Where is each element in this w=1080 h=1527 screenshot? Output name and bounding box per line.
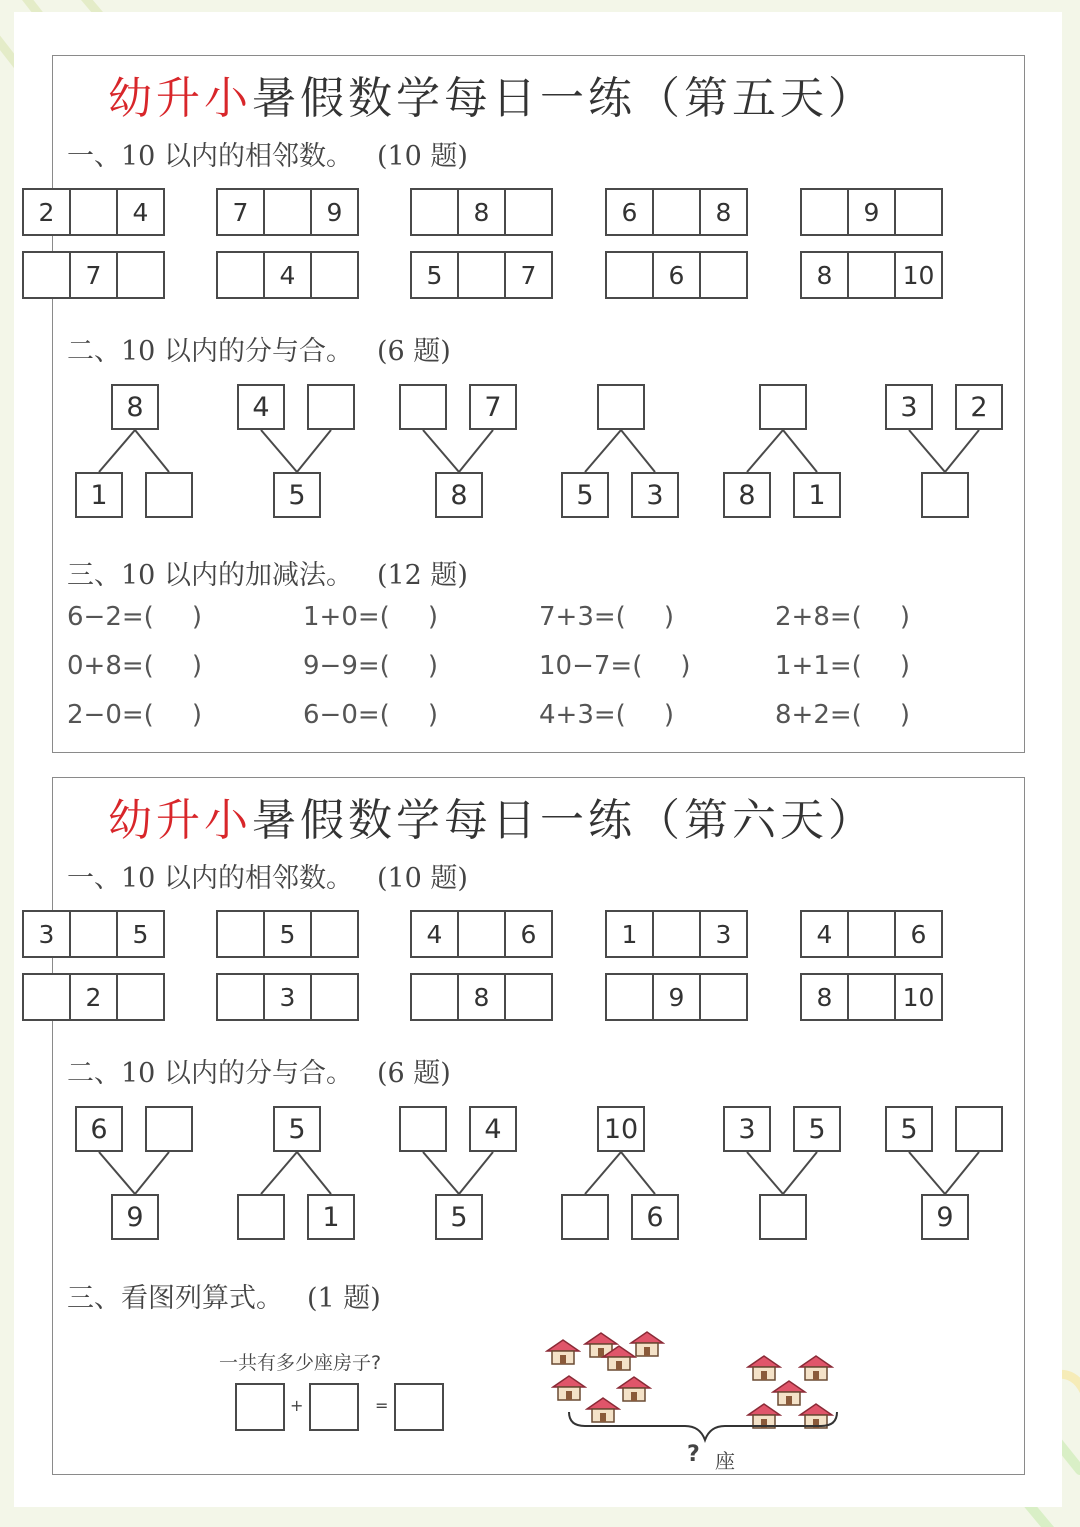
equation [775,602,910,632]
bond-line [747,1152,783,1194]
bond-line [747,430,783,472]
bond-number-box: 8 [111,384,159,430]
neighbor-strip [410,251,553,299]
answer-cell[interactable] [652,188,701,236]
equation [539,651,691,681]
equation-close-paren: ) [191,651,202,681]
answer-cell[interactable] [800,188,849,236]
answer-cell[interactable] [457,251,506,299]
bond-line [621,430,655,472]
house-icon [545,1338,581,1370]
neighbor-strip [605,251,748,299]
neighbor-strip [216,251,359,299]
answer-cell[interactable] [652,910,701,958]
equation-expression: 4+3=( [539,700,626,730]
neighbor-strip [22,910,165,958]
bond-line [621,1152,655,1194]
answer-cell[interactable] [847,251,896,299]
bond-answer-box[interactable] [921,472,969,518]
neighbor-strip [800,973,943,1021]
day6-section1-heading [67,856,468,895]
given-number-cell: 5 [410,251,459,299]
equation-close-paren: ) [899,700,910,730]
equation-expression: 7+3=( [539,602,626,632]
answer-cell[interactable] [699,251,748,299]
given-number-cell: 8 [699,188,748,236]
unit-label: 座 [715,1449,735,1473]
given-number-cell: 8 [800,973,849,1021]
given-number-cell: 4 [800,910,849,958]
neighbor-strip [216,188,359,236]
neighbor-strip [800,910,943,958]
day6-title-highlight: 幼升小 [108,795,252,846]
equation-close-paren: ) [191,700,202,730]
bond-answer-box[interactable] [759,384,807,430]
bond-line [261,430,297,472]
bond-number-box: 9 [921,1194,969,1240]
bond-line [459,430,493,472]
neighbor-strip [800,188,943,236]
bond-answer-box[interactable] [759,1194,807,1240]
bond-line [99,1152,135,1194]
equation-expression: 6−0=( [303,700,390,730]
given-number-cell: 8 [457,188,506,236]
given-number-cell: 3 [22,910,71,958]
day6-section1-label: 一、10 以内的相邻数。 [67,863,353,894]
given-number-cell: 3 [263,973,312,1021]
equation [303,700,438,730]
answer-cell[interactable] [216,910,265,958]
neighbor-strip [216,973,359,1021]
number-bond [70,1106,200,1246]
equation [539,602,674,632]
neighbor-strip [216,910,359,958]
house-icon [629,1330,665,1362]
bond-answer-box[interactable] [145,1106,193,1152]
bond-number-box: 3 [631,472,679,518]
bond-line [99,430,135,472]
equation-expression: 8+2=( [775,700,862,730]
bond-number-box: 7 [469,384,517,430]
given-number-cell: 7 [69,251,118,299]
house-icon [551,1374,587,1406]
bond-answer-box[interactable] [237,1194,285,1240]
answer-box-addend1[interactable] [235,1383,285,1431]
given-number-cell: 1 [605,910,654,958]
number-bond [70,384,200,524]
number-bond [718,384,848,524]
bond-line [945,430,979,472]
bond-line [909,430,945,472]
given-number-cell: 9 [652,973,701,1021]
given-number-cell: 6 [504,910,553,958]
equation-close-paren: ) [663,602,674,632]
day6-title [108,784,876,848]
bond-number-box: 9 [111,1194,159,1240]
bond-number-box: 5 [793,1106,841,1152]
bond-number-box: 6 [75,1106,123,1152]
bond-number-box: 8 [435,472,483,518]
day6-section2-heading [67,1051,451,1090]
day5-title [108,62,876,126]
bond-number-box: 6 [631,1194,679,1240]
answer-cell[interactable] [457,910,506,958]
neighbor-strip [605,973,748,1021]
bond-line [135,1152,169,1194]
day6-picture-question: 一共有多少座房子? [219,1352,382,1374]
equation [67,700,202,730]
bond-line [783,430,817,472]
number-bond [394,1106,524,1246]
bond-line [783,1152,817,1194]
bond-line [585,430,621,472]
number-bond [556,1106,686,1246]
equation-expression: 1+1=( [775,651,862,681]
equation-expression: 1+0=( [303,602,390,632]
equals-sign: = [375,1396,389,1415]
bond-number-box: 3 [723,1106,771,1152]
answer-cell[interactable] [216,251,265,299]
answer-cell[interactable] [410,188,459,236]
day6-title-main: 暑假数学每日一练（第六天） [252,795,876,846]
bond-line [585,1152,621,1194]
neighbor-strip [22,973,165,1021]
given-number-cell: 8 [800,251,849,299]
given-number-cell: 10 [894,973,943,1021]
answer-cell[interactable] [22,251,71,299]
answer-cell[interactable] [310,973,359,1021]
answer-cell[interactable] [410,973,459,1021]
bond-number-box: 8 [723,472,771,518]
bond-line [945,1152,979,1194]
neighbor-strip [800,251,943,299]
neighbor-strip [22,188,165,236]
equation-close-paren: ) [899,602,910,632]
given-number-cell: 8 [457,973,506,1021]
equation [775,700,910,730]
bond-answer-box[interactable] [145,472,193,518]
bond-line [909,1152,945,1194]
bond-answer-box[interactable] [399,384,447,430]
given-number-cell: 2 [69,973,118,1021]
day6-section2-count: (6 题) [376,1058,451,1089]
day6-section3-heading [67,1276,381,1315]
neighbor-strip [410,188,553,236]
bond-number-box: 2 [955,384,1003,430]
given-number-cell: 6 [652,251,701,299]
number-bond [394,384,524,524]
bond-number-box: 4 [469,1106,517,1152]
answer-box-sum[interactable] [394,1383,444,1431]
bond-number-box: 4 [237,384,285,430]
neighbor-strip [410,973,553,1021]
given-number-cell: 4 [116,188,165,236]
number-bond [232,1106,362,1246]
bond-answer-box[interactable] [955,1106,1003,1152]
equation [303,602,438,632]
neighbor-strip [22,251,165,299]
bond-line [261,1152,297,1194]
given-number-cell: 4 [410,910,459,958]
given-number-cell: 3 [699,910,748,958]
answer-cell[interactable] [504,188,553,236]
unknown-mark: ? [687,1442,700,1467]
answer-cell[interactable] [216,973,265,1021]
given-number-cell: 9 [847,188,896,236]
equation [67,602,202,632]
day5-section3-label: 三、10 以内的加减法。 [67,560,353,591]
answer-cell[interactable] [310,251,359,299]
number-bond [880,384,1010,524]
day5-panel [38,55,1025,753]
equation-close-paren: ) [663,700,674,730]
answer-box-addend2[interactable] [309,1383,359,1431]
answer-cell[interactable] [310,910,359,958]
answer-cell[interactable] [69,910,118,958]
answer-cell[interactable] [504,973,553,1021]
equation-expression: 9−9=( [303,651,390,681]
bond-number-box: 3 [885,384,933,430]
bond-answer-box[interactable] [597,384,645,430]
answer-cell[interactable] [22,973,71,1021]
bond-answer-box[interactable] [561,1194,609,1240]
equation-close-paren: ) [899,651,910,681]
given-number-cell: 4 [263,251,312,299]
day6-section2-label: 二、10 以内的分与合。 [67,1058,353,1089]
answer-cell[interactable] [605,251,654,299]
neighbor-strip [605,188,748,236]
answer-cell[interactable] [605,973,654,1021]
given-number-cell: 7 [504,251,553,299]
bond-line [135,430,169,472]
day6-section3-label: 三、看图列算式。 [67,1283,283,1314]
given-number-cell: 7 [216,188,265,236]
answer-cell[interactable] [116,973,165,1021]
given-number-cell: 10 [894,251,943,299]
bond-number-box: 5 [273,472,321,518]
number-bond [718,1106,848,1246]
plus-sign: + [290,1396,304,1415]
answer-cell[interactable] [847,973,896,1021]
given-number-cell: 6 [605,188,654,236]
equation-expression: 2−0=( [67,700,154,730]
bond-answer-box[interactable] [307,384,355,430]
neighbor-strip [410,910,553,958]
answer-cell[interactable] [69,188,118,236]
bond-number-box: 5 [435,1194,483,1240]
answer-cell[interactable] [116,251,165,299]
day5-section2-heading [67,329,451,368]
neighbor-strip [605,910,748,958]
equation-close-paren: ) [427,602,438,632]
day5-section1-label: 一、10 以内的相邻数。 [67,141,353,172]
given-number-cell: 5 [263,910,312,958]
equation [303,651,438,681]
day6-panel [38,777,1025,1475]
day5-section2-count: (6 题) [376,336,451,367]
day5-section3-count: (12 题) [376,560,468,591]
bond-line [423,430,459,472]
equation-expression: 0+8=( [67,651,154,681]
equation-close-paren: ) [680,651,691,681]
equation [67,651,202,681]
answer-cell[interactable] [699,973,748,1021]
number-bond [232,384,362,524]
answer-cell[interactable] [847,910,896,958]
bond-number-box: 1 [793,472,841,518]
bond-number-box: 5 [273,1106,321,1152]
day5-title-main: 暑假数学每日一练（第五天） [252,73,876,124]
number-bond [880,1106,1010,1246]
day5-title-highlight: 幼升小 [108,73,252,124]
house-icon [616,1375,652,1407]
equation-expression: 10−7=( [539,651,643,681]
bond-line [459,1152,493,1194]
day6-section1-count: (10 题) [376,863,468,894]
bond-line [297,430,331,472]
equation-close-paren: ) [427,651,438,681]
bond-number-box: 1 [75,472,123,518]
equation-close-paren: ) [191,602,202,632]
bond-number-box: 5 [885,1106,933,1152]
bond-line [423,1152,459,1194]
brace-underline [565,1406,845,1446]
day5-section2-label: 二、10 以内的分与合。 [67,336,353,367]
bond-number-box: 10 [597,1106,645,1152]
given-number-cell: 6 [894,910,943,958]
equation-close-paren: ) [427,700,438,730]
number-bond [556,384,686,524]
bond-answer-box[interactable] [399,1106,447,1152]
day5-section1-count: (10 题) [376,141,468,172]
day5-section1-heading [67,134,468,173]
given-number-cell: 2 [22,188,71,236]
answer-cell[interactable] [894,188,943,236]
day6-section3-count: (1 题) [307,1283,381,1314]
equation-expression: 6−2=( [67,602,154,632]
equation [539,700,674,730]
bond-number-box: 1 [307,1194,355,1240]
given-number-cell: 9 [310,188,359,236]
given-number-cell: 5 [116,910,165,958]
bond-line [297,1152,331,1194]
day5-section3-heading [67,553,468,592]
bond-number-box: 5 [561,472,609,518]
answer-cell[interactable] [263,188,312,236]
equation-expression: 2+8=( [775,602,862,632]
equation [775,651,910,681]
